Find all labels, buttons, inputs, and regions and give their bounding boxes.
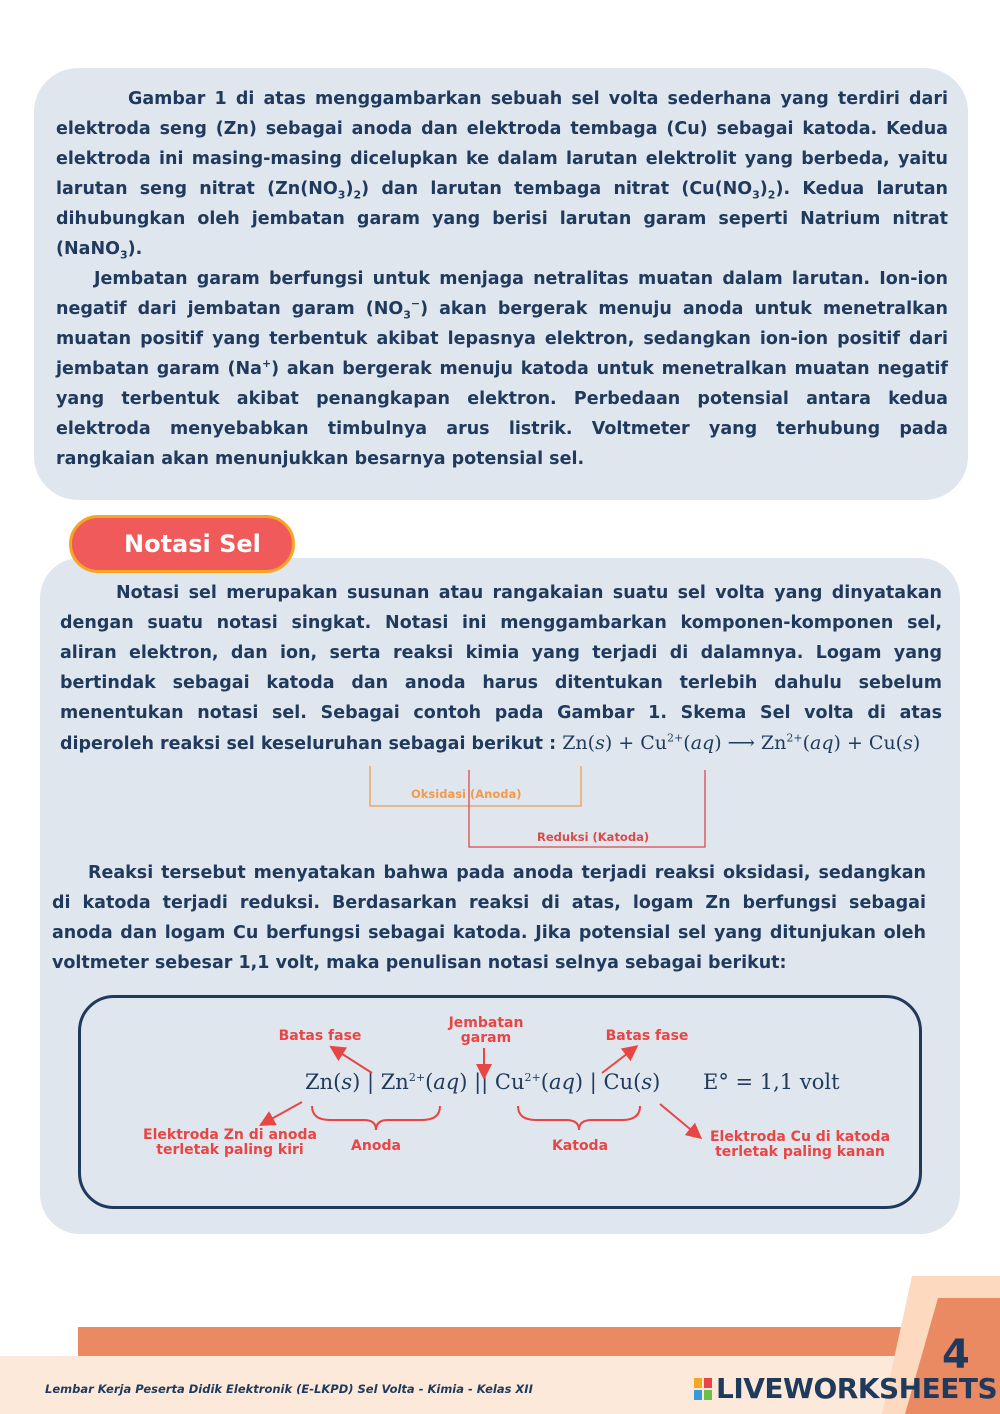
phase-boundary-left-label: Batas fase <box>278 1028 362 1044</box>
liveworksheets-logo-icon <box>694 1378 712 1400</box>
reduction-label: Reduksi (Katoda) <box>537 830 650 844</box>
footer-text: Lembar Kerja Peserta Didik Elektronik (E-LKPD) Sel Volta - Kimia - Kelas XII <box>45 1382 533 1396</box>
cell-potential: E° = 1,1 volt <box>703 1070 840 1094</box>
page-number: 4 <box>942 1332 970 1378</box>
oxidation-label: Oksidasi (Anoda) <box>411 787 522 801</box>
paragraph-gambar-1: Gambar 1 di atas menggambarkan sebuah sel volta sederhana yang terdiri dari elektroda seng (Zn) sebagai anoda dan elektroda tembaga (Cu) sebagai katoda. Kedua elektroda ini masing-masing dicelupkan ke dalam larutan elektrolit yang berbeda, yaitu larutan seng nitrat $(Zn(NO_3)_2)$ dan larutan tembaga nitrat $(Cu(NO_3)_2)$. Kedua larutan dihubungkan oleh jembatan garam yang berisi larutan garam seperti Natrium nitrat (NaNO$_3$). <box>56 89 948 262</box>
cu-electrode-label: Elektroda Cu di katoda terletak paling kanan <box>709 1129 891 1160</box>
section-title: Notasi Sel <box>124 530 261 558</box>
cell-notation: Zn(s) | $Zn^{2+}(aq)$ || $Cu^{2+}(aq)$ | Cu(s) <box>305 1070 661 1094</box>
paragraph-reaksi: Reaksi tersebut menyatakan bahwa pada anoda terjadi reaksi oksidasi, sedangkan di katoda terjadi reduksi. Berdasarkan reaksi di atas, logam Zn berfungsi sebagai anoda dan logam Cu berfungsi sebagai katoda. Jika potensial sel yang ditunjukan oleh voltmeter sebesar 1,1 volt, maka penulisan notasi selnya sebagai berikut: <box>52 863 926 973</box>
anode-label: Anoda <box>351 1138 401 1154</box>
overall-reaction: $Zn(s) + Cu^{2+}(aq)$ ⟶ $Zn^{2+}(aq) + Cu(s)$ <box>562 731 921 754</box>
footer-bar <box>78 1327 918 1357</box>
liveworksheets-brand[interactable]: LIVEWORKSHEETS <box>716 1372 998 1405</box>
zn-electrode-label: Elektroda Zn di anoda terletak paling kiri <box>143 1127 317 1158</box>
salt-bridge-label: Jembatan garam <box>448 1015 524 1046</box>
paragraph-notasi-sel: Notasi sel merupakan susunan atau rangakaian suatu sel volta yang dinyatakan dengan suatu notasi singkat. Notasi ini menggambarkan komponen-komponen sel, aliran elektron, dan ion, serta reaksi kimia yang terjadi di dalamnya. Logam yang bertindak sebagai katoda dan anoda harus ditentukan terlebih dahulu sebelum menentukan notasi sel. Sebagai contoh pada Gambar 1. Skema Sel volta di atas diperoleh reaksi sel keseluruhan sebagai berikut : $Zn(s) + Cu^{2+}(aq)$ ⟶ $Zn^{2+}(aq) + Cu(s)$ <box>60 583 942 754</box>
cathode-label: Katoda <box>551 1138 609 1154</box>
paragraph-jembatan-garam: Jembatan garam berfungsi untuk menjaga netralitas muatan dalam larutan. Ion-ion negatif dari jembatan garam $(NO_3^-)$ akan bergerak menuju anoda untuk menetralkan muatan positif yang terbentuk akibat lepasnya elektron, sedangkan ion-ion positif dari jembatan garam (Na+) akan bergerak menuju katoda untuk menetralkan muatan negatif yang terbentuk akibat penangkapan elektron. Perbedaan potensial antara kedua elektroda menyebabkan timbulnya arus listrik. Voltmeter yang terhubung pada rangkaian akan menunjukkan besarnya potensial sel. <box>56 269 948 469</box>
phase-boundary-right-label: Batas fase <box>605 1028 689 1044</box>
